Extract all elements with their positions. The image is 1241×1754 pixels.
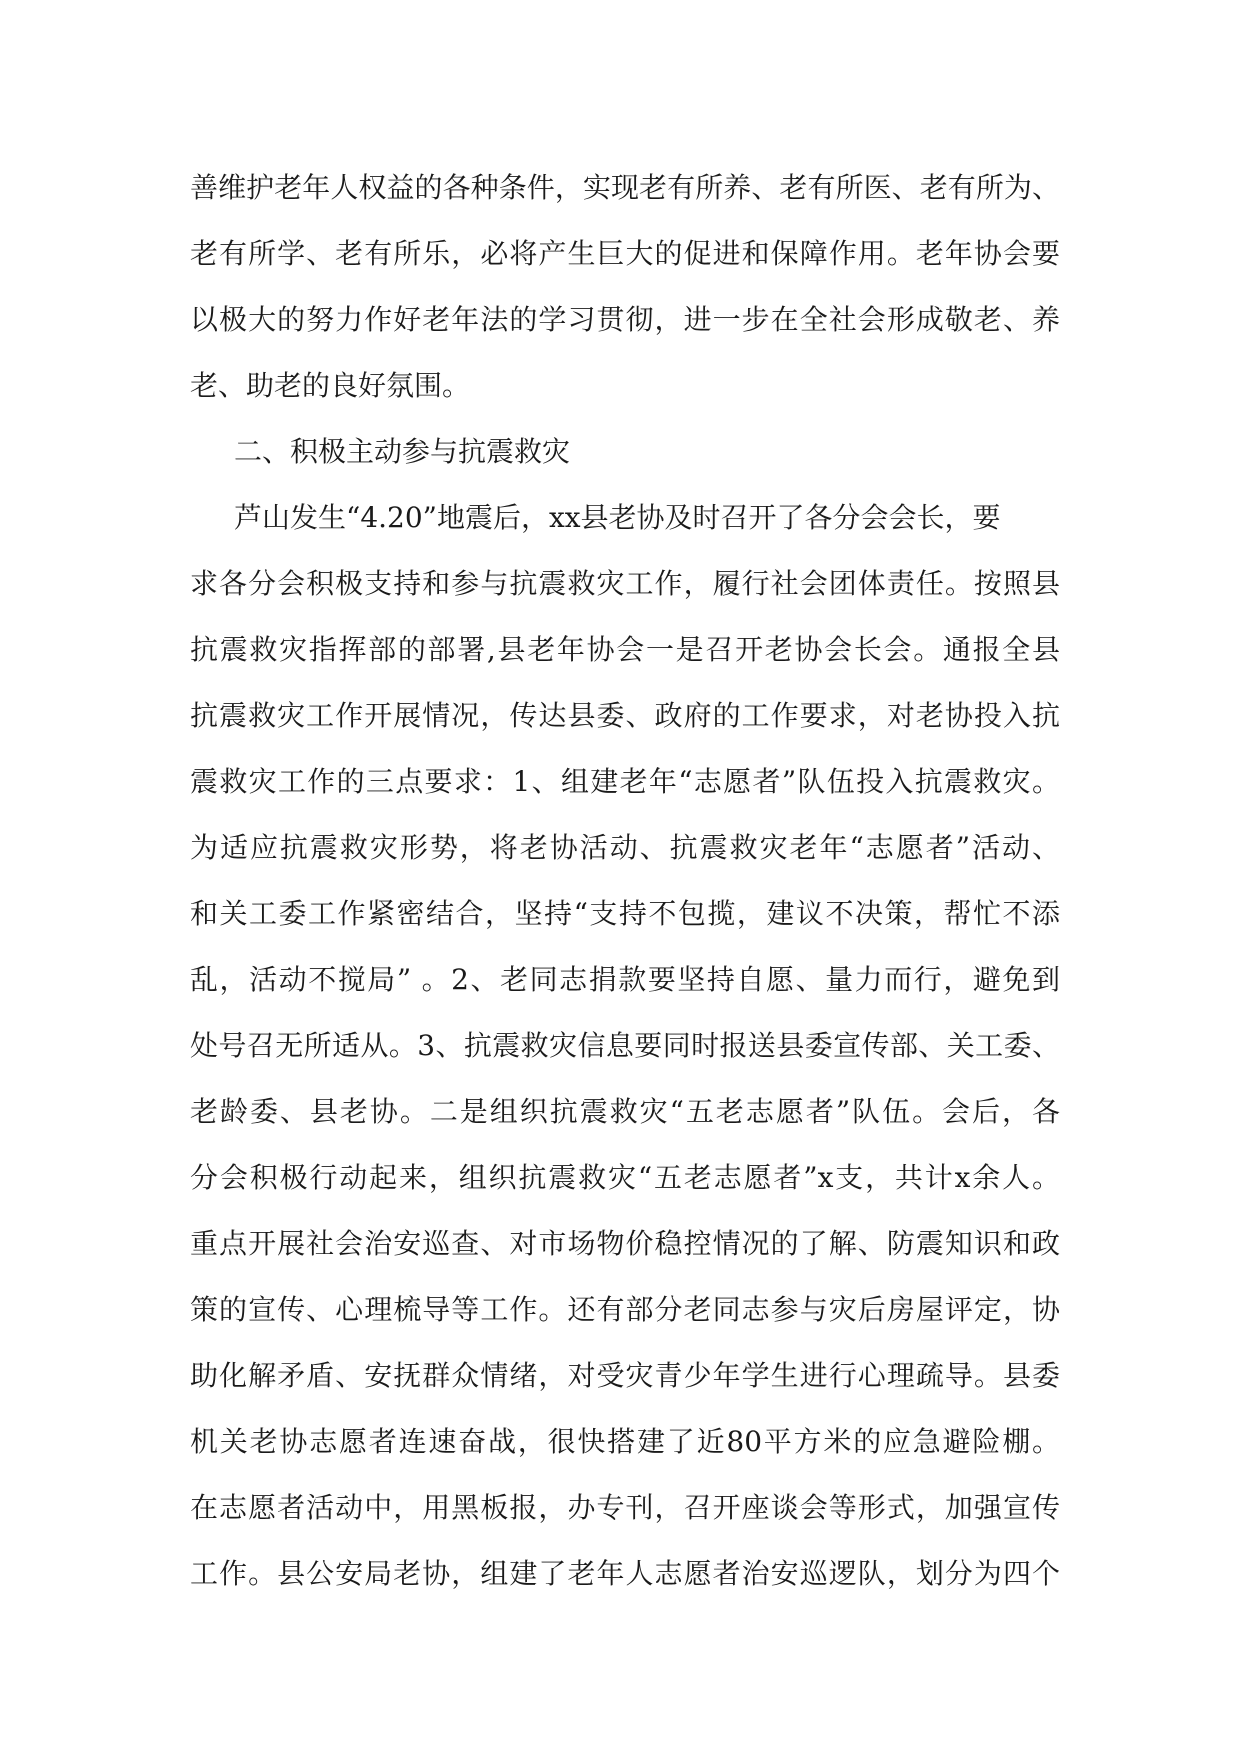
paragraph-line: 善维护老年人权益的各种条件，实现老有所养、老有所医、老有所为、	[190, 171, 1060, 204]
paragraph-line: 老有所学、老有所乐，必将产生巨大的促进和保障作用。老年协会要	[190, 237, 1060, 270]
paragraph-line: 老、助老的良好氛围。	[190, 369, 471, 402]
paragraph-line: 震救灾工作的三点要求：1、组建老年“志愿者”队伍投入抗震救灾。	[190, 765, 1060, 798]
paragraph-line: 处号召无所适从。3、抗震救灾信息要同时报送县委宣传部、关工委、	[190, 1029, 1060, 1062]
paragraph-line: 抗震救灾指挥部的部署,县老年协会一是召开老协会长会。通报全县	[190, 633, 1060, 666]
paragraph-line: 策的宣传、心理梳导等工作。还有部分老同志参与灾后房屋评定，协	[190, 1293, 1060, 1326]
paragraph-line: 抗震救灾工作开展情况，传达县委、政府的工作要求，对老协投入抗	[190, 699, 1060, 732]
paragraph-line: 和关工委工作紧密结合，坚持“支持不包揽，建议不决策，帮忙不添	[190, 897, 1060, 930]
paragraph-line: 以极大的努力作好老年法的学习贯彻，进一步在全社会形成敬老、养	[190, 303, 1060, 336]
paragraph-line: 老龄委、县老协。二是组织抗震救灾“五老志愿者”队伍。会后，各	[190, 1095, 1060, 1128]
paragraph-line: 工作。县公安局老协，组建了老年人志愿者治安巡逻队，划分为四个	[190, 1557, 1060, 1590]
paragraph-line: 芦山发生“4.20”地震后，xx县老协及时召开了各分会会长，要	[234, 501, 1001, 534]
paragraph-line: 求各分会积极支持和参与抗震救灾工作，履行社会团体责任。按照县	[190, 567, 1060, 600]
paragraph-line: 乱，活动不搅局” 。2、老同志捐款要坚持自愿、量力而行，避免到	[190, 963, 1060, 996]
paragraph-line: 机关老协志愿者连速奋战，很快搭建了近80平方米的应急避险棚。	[190, 1425, 1060, 1458]
paragraph-line: 助化解矛盾、安抚群众情绪，对受灾青少年学生进行心理疏导。县委	[190, 1359, 1060, 1392]
section-heading: 二、积极主动参与抗震救灾	[234, 435, 571, 468]
paragraph-line: 分会积极行动起来，组织抗震救灾“五老志愿者”x支，共计x余人。	[190, 1161, 1060, 1194]
paragraph-line: 为适应抗震救灾形势，将老协活动、抗震救灾老年“志愿者”活动、	[190, 831, 1060, 864]
paragraph-line: 在志愿者活动中，用黑板报，办专刊，召开座谈会等形式，加强宣传	[190, 1491, 1060, 1524]
paragraph-line: 重点开展社会治安巡查、对市场物价稳控情况的了解、防震知识和政	[190, 1227, 1060, 1260]
document-body	[190, 155, 1060, 1607]
